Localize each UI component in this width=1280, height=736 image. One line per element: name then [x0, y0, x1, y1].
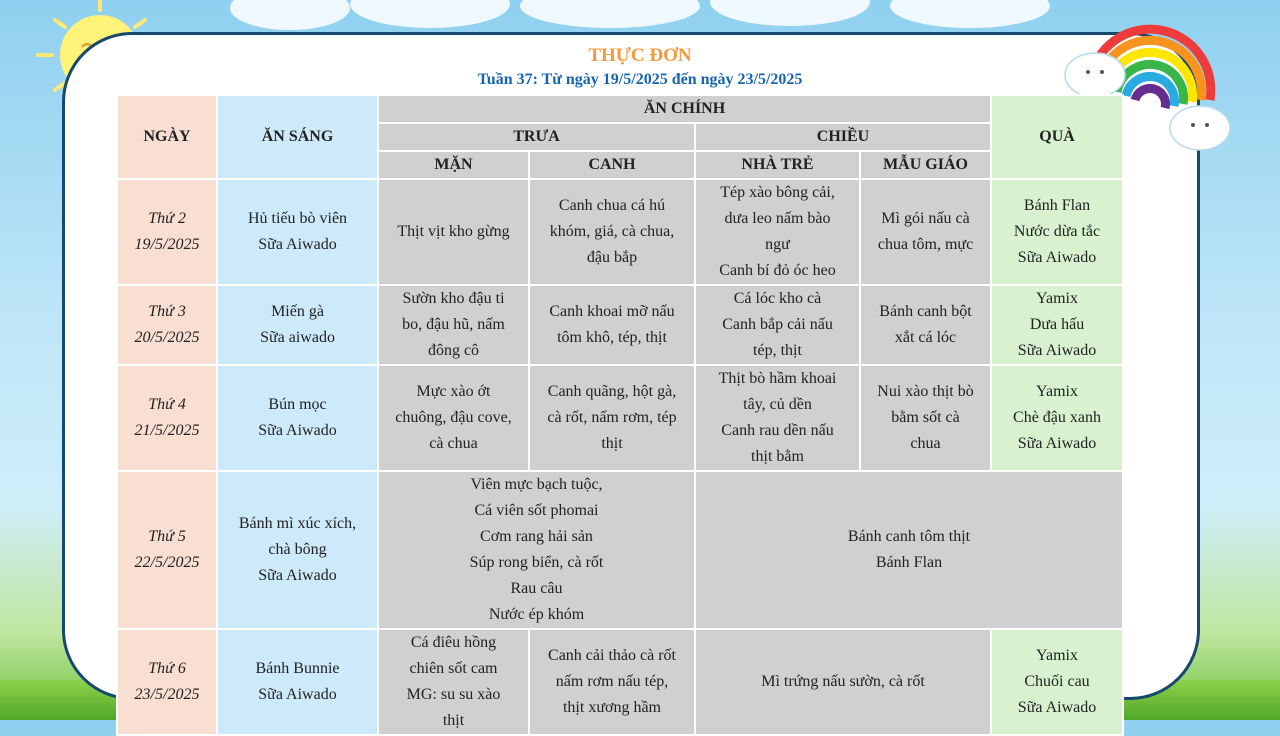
- qua-cell: Yamix Chuối cau Sữa Aiwado: [991, 629, 1123, 735]
- qua-cell: Yamix Chè đậu xanh Sữa Aiwado: [991, 365, 1123, 471]
- trua-merged-cell: Viên mực bạch tuộc, Cá viên sốt phomai Cơm rang hải sản Súp rong biển, cà rốt Rau câu Nước ép khóm: [378, 471, 695, 629]
- breakfast-cell: Hủ tiếu bò viên Sữa Aiwado: [217, 179, 378, 285]
- qua-cell: Bánh Flan Nước dừa tắc Sữa Aiwado: [991, 179, 1123, 285]
- chieu-merged-cell: Mì trứng nấu sườn, cà rốt: [695, 629, 991, 735]
- breakfast-cell: Bánh mì xúc xích, chà bông Sữa Aiwado: [217, 471, 378, 629]
- day-cell: Thứ 3 20/5/2025: [117, 285, 217, 365]
- day-cell: Thứ 4 21/5/2025: [117, 365, 217, 471]
- day-cell: Thứ 5 22/5/2025: [117, 471, 217, 629]
- header-an-chinh: ĂN CHÍNH: [378, 95, 991, 123]
- header-an-sang: ĂN SÁNG: [217, 95, 378, 179]
- mau-giao-cell: Nui xào thịt bò bằm sốt cà chua: [860, 365, 991, 471]
- table-row: [117, 179, 1123, 285]
- nha-tre-cell: Cá lóc kho cà Canh bắp cải nấu tép, thịt: [695, 285, 860, 365]
- table-row: [117, 365, 1123, 471]
- header-nha-tre: NHÀ TRẺ: [695, 151, 860, 179]
- header-man: MẶN: [378, 151, 529, 179]
- canh-cell: Canh chua cá hú khóm, giá, cà chua, đậu bắp: [529, 179, 695, 285]
- clouds-decoration: [230, 0, 1050, 30]
- chieu-qua-merged-cell: Bánh canh tôm thịt Bánh Flan: [695, 471, 1123, 629]
- page-title: THỰC ĐƠN: [588, 45, 692, 66]
- canh-cell: Canh khoai mỡ nấu tôm khô, tép, thịt: [529, 285, 695, 365]
- mau-giao-cell: Bánh canh bột xắt cá lóc: [860, 285, 991, 365]
- man-cell: Cá điêu hồng chiên sốt cam MG: su su xào thịt: [378, 629, 529, 735]
- menu-table: [116, 94, 1124, 736]
- nha-tre-cell: Tép xào bông cải, dưa leo nấm bào ngư Canh bí đỏ óc heo: [695, 179, 860, 285]
- table-row: [117, 629, 1123, 735]
- man-cell: Thịt vịt kho gừng: [378, 179, 529, 285]
- breakfast-cell: Bánh Bunnie Sữa Aiwado: [217, 629, 378, 735]
- breakfast-cell: Miến gà Sữa aiwado: [217, 285, 378, 365]
- header-mau-giao: MẪU GIÁO: [860, 151, 991, 179]
- qua-cell: Yamix Dưa hấu Sữa Aiwado: [991, 285, 1123, 365]
- table-row: [117, 285, 1123, 365]
- header-qua: QUÀ: [991, 95, 1123, 179]
- canh-cell: Canh cải thảo cà rốt nấm rơm nấu tép, thịt xương hầm: [529, 629, 695, 735]
- man-cell: Mực xào ớt chuông, đậu cove, cà chua: [378, 365, 529, 471]
- mau-giao-cell: Mì gói nấu cà chua tôm, mực: [860, 179, 991, 285]
- page-subtitle: Tuần 37: Từ ngày 19/5/2025 đến ngày 23/5/2025: [477, 71, 803, 88]
- day-cell: Thứ 6 23/5/2025: [117, 629, 217, 735]
- day-cell: Thứ 2 19/5/2025: [117, 179, 217, 285]
- header-canh: CANH: [529, 151, 695, 179]
- man-cell: Sườn kho đậu ti bo, đậu hũ, nấm đông cô: [378, 285, 529, 365]
- header-trua: TRƯA: [378, 123, 695, 151]
- nha-tre-cell: Thịt bò hầm khoai tây, củ dền Canh rau dền nấu thịt bằm: [695, 365, 860, 471]
- canh-cell: Canh quãng, hột gà, cà rốt, nấm rơm, tép thịt: [529, 365, 695, 471]
- breakfast-cell: Bún mọc Sữa Aiwado: [217, 365, 378, 471]
- header-chieu: CHIỀU: [695, 123, 991, 151]
- header-ngay: NGÀY: [117, 95, 217, 179]
- table-row: [117, 471, 1123, 629]
